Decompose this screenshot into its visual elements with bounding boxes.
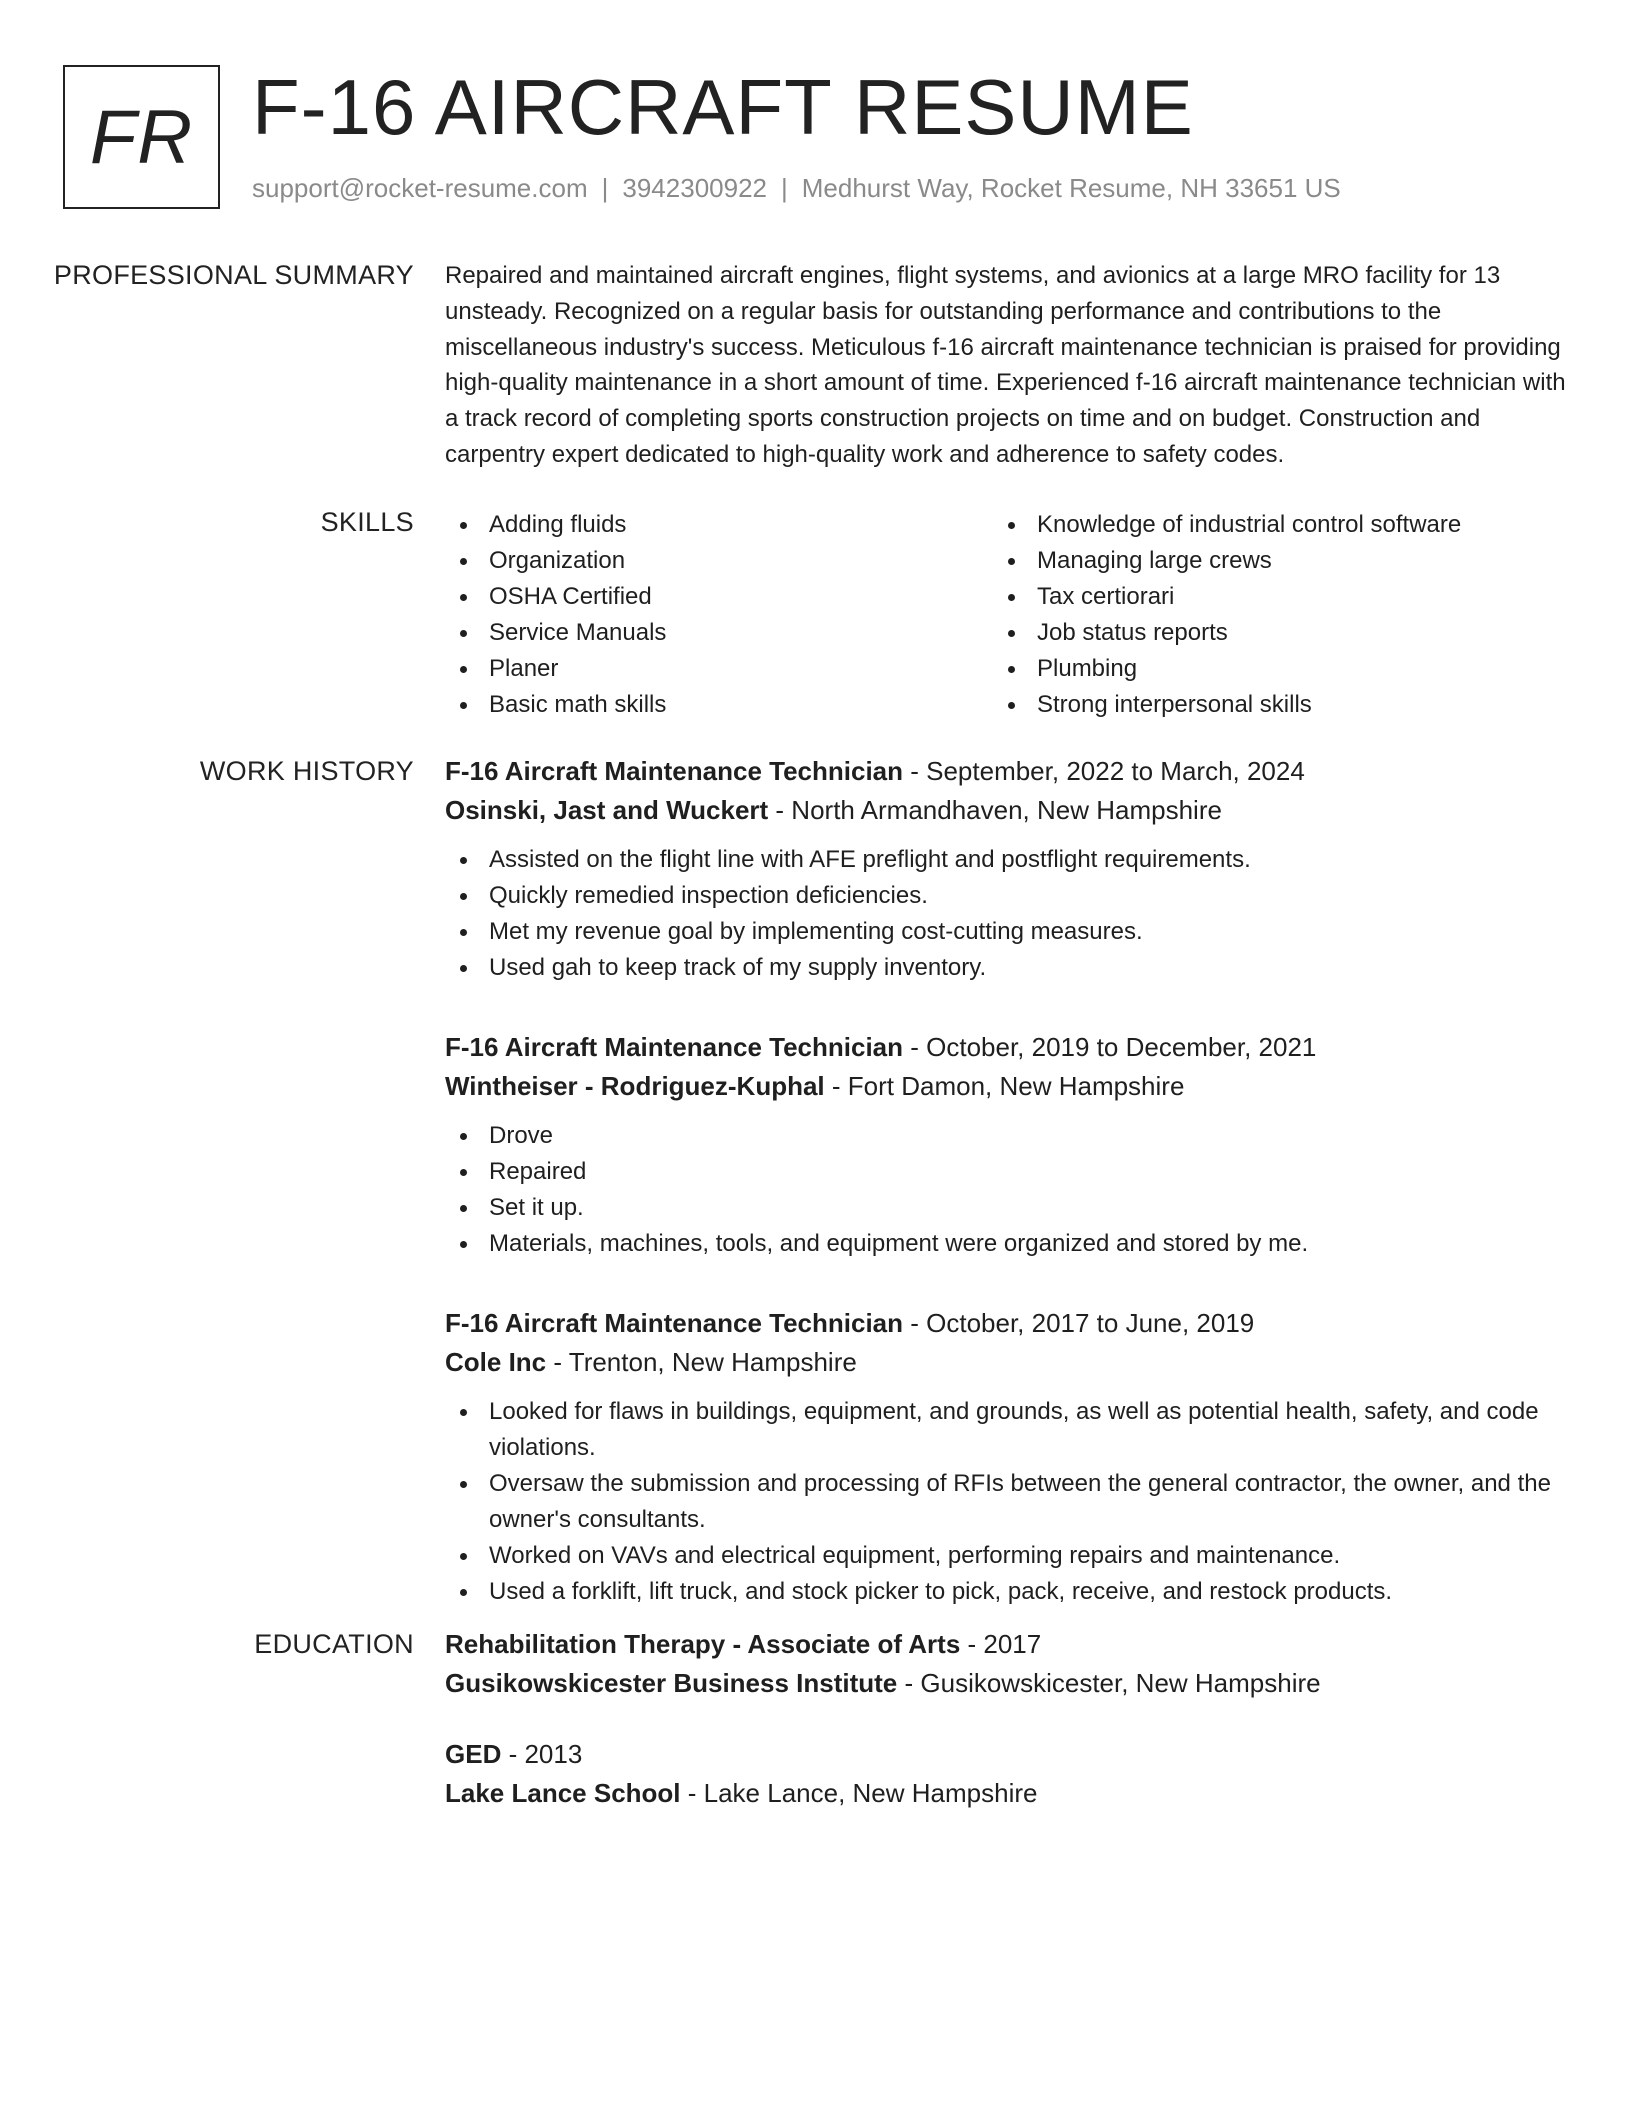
education-degree-line <box>445 1735 1575 1774</box>
education-entry <box>445 1625 1575 1703</box>
skill-item: Basic math skills <box>445 687 993 723</box>
job-bullet: Worked on VAVs and electrical equipment, performing repairs and maintenance. <box>445 1538 1575 1574</box>
resume-title: F-16 AIRCRAFT RESUME <box>252 63 1194 151</box>
job-title-line <box>445 1028 1575 1067</box>
job-bullet: Drove <box>445 1118 1575 1154</box>
job-bullet: Used gah to keep track of my supply inventory. <box>445 950 1575 986</box>
job-dates: - October, 2017 to June, 2019 <box>903 1308 1255 1338</box>
job-title: F-16 Aircraft Maintenance Technician <box>445 756 904 786</box>
skill-item: Adding fluids <box>445 507 993 543</box>
contact-address: Medhurst Way, Rocket Resume, NH 33651 US <box>801 173 1341 203</box>
skill-item: Service Manuals <box>445 615 993 651</box>
skill-item: Organization <box>445 543 993 579</box>
education-degree: GED <box>445 1739 502 1769</box>
job-bullet: Oversaw the submission and processing of RFIs between the general contractor, the owner, and the owner's consultants. <box>445 1466 1575 1538</box>
job-bullets <box>445 1394 1575 1610</box>
job-location: - Fort Damon, New Hampshire <box>824 1071 1185 1101</box>
job-company: Osinski, Jast and Wuckert <box>445 795 769 825</box>
job-dates: - September, 2022 to March, 2024 <box>903 756 1305 786</box>
skill-item: Strong interpersonal skills <box>993 687 1541 723</box>
job-entry <box>445 752 1575 986</box>
job-bullet: Met my revenue goal by implementing cost-cutting measures. <box>445 914 1575 950</box>
education-school-line <box>445 1774 1575 1813</box>
job-title: F-16 Aircraft Maintenance Technician <box>445 1032 904 1062</box>
education-year: - 2017 <box>960 1629 1042 1659</box>
education-location: - Lake Lance, New Hampshire <box>680 1778 1038 1808</box>
skill-item: OSHA Certified <box>445 579 993 615</box>
job-bullet: Quickly remedied inspection deficiencies. <box>445 878 1575 914</box>
job-bullets <box>445 842 1575 986</box>
job-entry <box>445 1028 1575 1262</box>
job-bullets <box>445 1118 1575 1262</box>
education-entry <box>445 1735 1575 1813</box>
skill-item: Managing large crews <box>993 543 1541 579</box>
education-degree: Rehabilitation Therapy - Associate of Arts <box>445 1629 961 1659</box>
contact-email: support@rocket-resume.com <box>252 173 588 203</box>
education-school: Lake Lance School <box>445 1778 681 1808</box>
job-title-line <box>445 1304 1575 1343</box>
job-bullet: Used a forklift, lift truck, and stock picker to pick, pack, receive, and restock products. <box>445 1574 1575 1610</box>
education-degree-line <box>445 1625 1575 1664</box>
job-company-line <box>445 1067 1575 1106</box>
summary-text: Repaired and maintained aircraft engines, flight systems, and avionics at a large MRO facility for 13 unsteady. Recognized on a regular basis for outstanding performance and contributions to the miscellaneous industry's success. Meticulous f-16 aircraft maintenance technician is praised for providing high-quality maintenance in a short amount of time. Experienced f-16 aircraft maintenance technician with a track record of completing sports construction projects on time and on budget. Construction and carpentry expert dedicated to high-quality work and adherence to safety codes. <box>445 262 1566 468</box>
resume-header <box>63 65 1572 210</box>
contact-phone: 3942300922 <box>622 173 767 203</box>
education-school: Gusikowskicester Business Institute <box>445 1668 898 1698</box>
section-label-work: WORK HISTORY <box>199 756 414 786</box>
job-bullet: Materials, machines, tools, and equipment were organized and stored by me. <box>445 1226 1575 1262</box>
contact-line <box>252 173 1341 204</box>
job-company-line <box>445 1343 1575 1382</box>
skill-item: Tax certiorari <box>993 579 1541 615</box>
skills-list-right <box>993 507 1541 723</box>
job-bullet: Assisted on the flight line with AFE preflight and postflight requirements. <box>445 842 1575 878</box>
job-title: F-16 Aircraft Maintenance Technician <box>445 1308 904 1338</box>
skill-item: Planer <box>445 651 993 687</box>
job-dates: - October, 2019 to December, 2021 <box>903 1032 1317 1062</box>
job-location: - Trenton, New Hampshire <box>546 1347 857 1377</box>
job-bullet: Looked for flaws in buildings, equipment, and grounds, as well as potential health, safety, and code violations. <box>445 1394 1575 1466</box>
job-company-line <box>445 791 1575 830</box>
job-bullet: Repaired <box>445 1154 1575 1190</box>
skill-item: Job status reports <box>993 615 1541 651</box>
contact-separator: | <box>601 173 609 203</box>
job-entry <box>445 1304 1575 1610</box>
job-company: Wintheiser - Rodriguez-Kuphal <box>445 1071 825 1101</box>
section-label-summary: PROFESSIONAL SUMMARY <box>53 260 414 290</box>
job-location: - North Armandhaven, New Hampshire <box>768 795 1222 825</box>
job-company: Cole Inc <box>445 1347 547 1377</box>
skill-item: Plumbing <box>993 651 1541 687</box>
monogram-logo: FR <box>63 65 220 209</box>
education-location: - Gusikowskicester, New Hampshire <box>897 1668 1321 1698</box>
section-label-education: EDUCATION <box>254 1629 414 1659</box>
job-bullet: Set it up. <box>445 1190 1575 1226</box>
job-title-line <box>445 752 1575 791</box>
skill-item: Knowledge of industrial control software <box>993 507 1541 543</box>
section-label-skills: SKILLS <box>320 507 414 537</box>
education-school-line <box>445 1664 1575 1703</box>
skills-list-left <box>445 507 993 723</box>
education-year: - 2013 <box>501 1739 583 1769</box>
contact-separator: | <box>781 173 788 203</box>
